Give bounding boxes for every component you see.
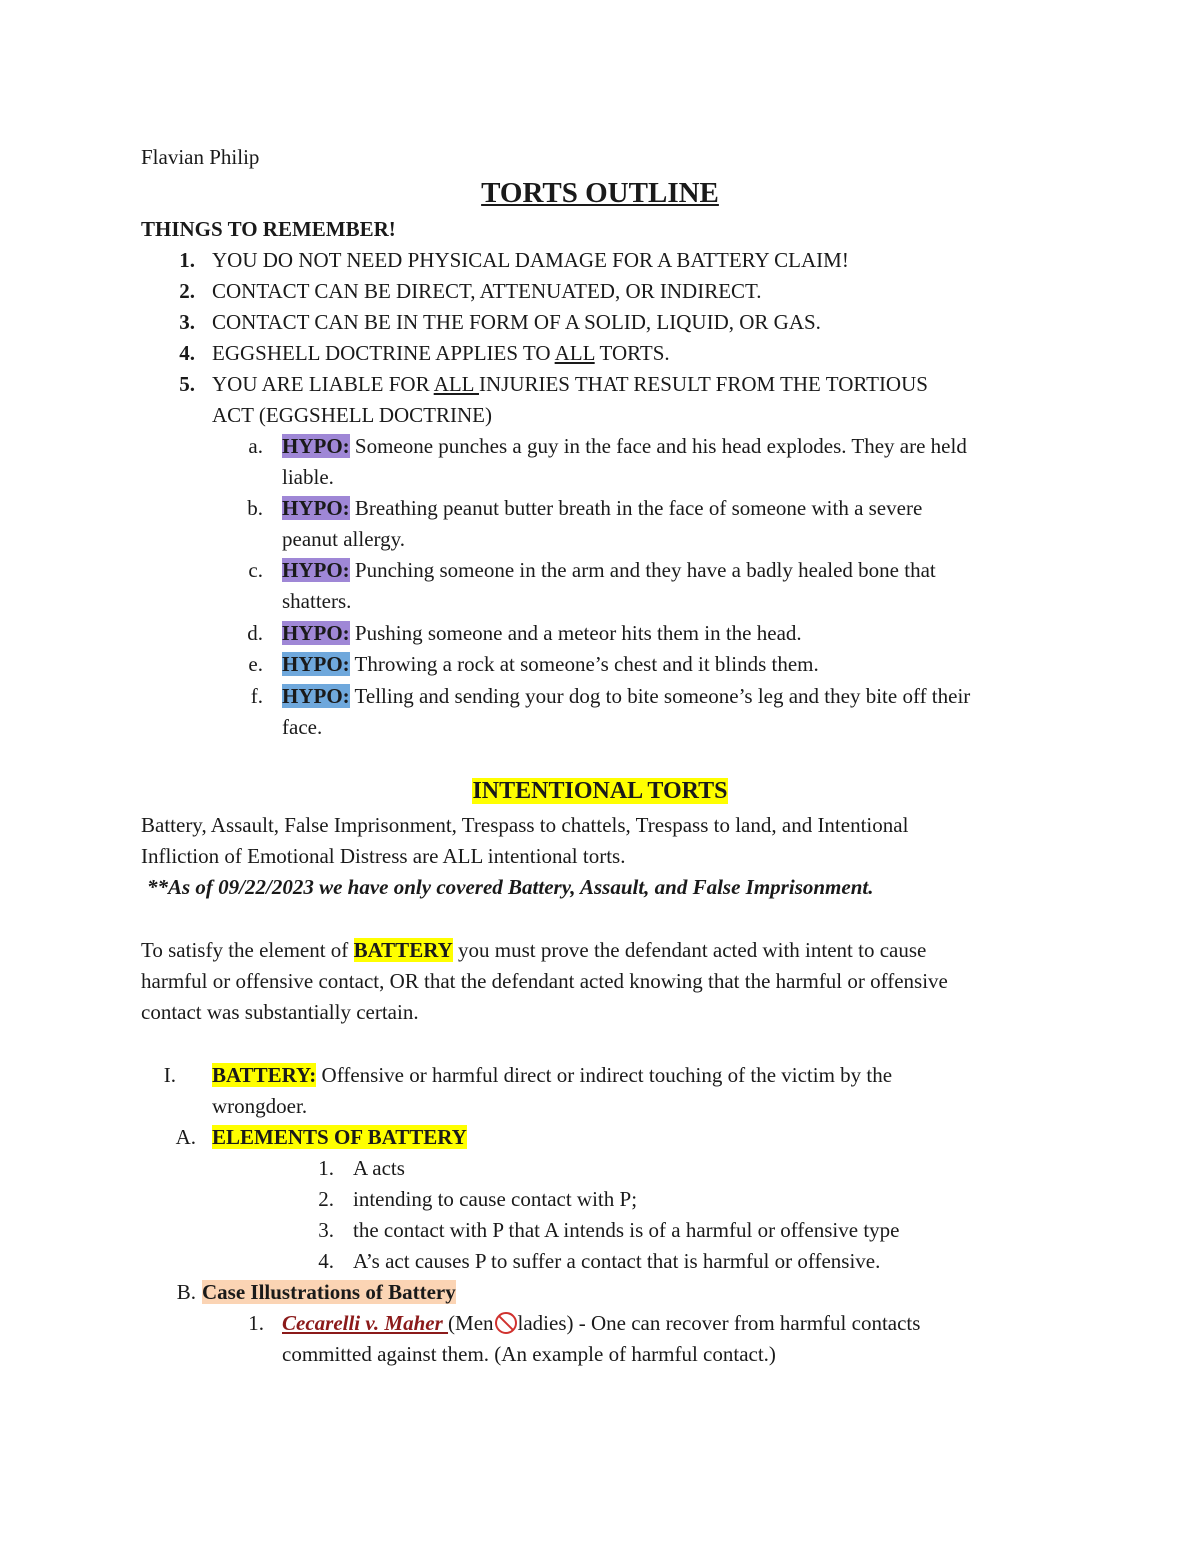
remember-item-5-continued: ACT (EGGSHELL DOCTRINE) (212, 403, 492, 427)
remember-item-4-emphasis: ALL (554, 341, 595, 365)
hypo-d-text: Pushing someone and a meteor hits them in the head. (349, 621, 802, 645)
hypo-e (282, 650, 819, 678)
satisfy-line-1 (141, 936, 926, 964)
battery-term: BATTERY (353, 938, 453, 962)
element-num-1: 1. (318, 1156, 334, 1180)
intentional-heading: INTENTIONAL TORTS (472, 778, 728, 804)
author-name: Flavian Philip (141, 145, 260, 169)
battery-definition-text: Offensive or harmful direct or indirect touching of the victim by the (316, 1063, 893, 1087)
hypo-a (282, 432, 967, 460)
case-1-continued: committed against them. (An example of harmful contact.) (282, 1342, 776, 1366)
no-entry-icon (495, 1312, 517, 1334)
remember-item-4-post: TORTS. (594, 341, 670, 365)
hypo-letter-f: f. (250, 684, 263, 708)
element-4: A’s act causes P to suffer a contact that is harmful or offensive. (353, 1249, 881, 1273)
hypo-letter-d: d. (247, 621, 263, 645)
satisfy-line-2: harmful or offensive contact, OR that the defendant acted knowing that the harmful or offensive (141, 969, 948, 993)
case-num-1: 1. (248, 1311, 264, 1335)
element-2: intending to cause contact with P; (353, 1187, 638, 1211)
hypo-letter-c: c. (248, 558, 263, 582)
page-title: TORTS OUTLINE (481, 177, 719, 209)
hypo-letter-e: e. (248, 652, 263, 676)
remember-item-5-post: INJURIES THAT RESULT FROM THE TORTIOUS (478, 372, 928, 396)
hypo-letter-b: b. (247, 496, 263, 520)
satisfy-post: you must prove the defendant acted with intent to cause (452, 938, 927, 962)
hypo-label: HYPO: (282, 434, 350, 458)
remember-item-4-pre: EGGSHELL DOCTRINE APPLIES TO (212, 341, 555, 365)
hypo-label: HYPO: (282, 684, 350, 708)
case-name: Cecarelli v. Maher (282, 1311, 449, 1335)
remember-num-1: 1. (179, 248, 195, 272)
hypo-letter-a: a. (248, 434, 263, 458)
element-3: the contact with P that A intends is of a harmful or offensive type (353, 1218, 900, 1242)
hypo-f-text: Telling and sending your dog to bite someone’s leg and they bite off their (349, 684, 971, 708)
remember-item-5 (212, 370, 928, 398)
remember-item-4 (212, 339, 670, 367)
subsection-B-letter: B. (176, 1280, 196, 1304)
remember-item-1: YOU DO NOT NEED PHYSICAL DAMAGE FOR A BATTERY CLAIM! (212, 248, 849, 272)
hypo-a-continued: liable. (282, 465, 334, 489)
intentional-para-line-2: Infliction of Emotional Distress are ALL intentional torts. (141, 844, 626, 868)
hypo-a-text: Someone punches a guy in the face and his head explodes. They are held (349, 434, 967, 458)
hypo-f (282, 682, 970, 710)
remember-item-2: CONTACT CAN BE DIRECT, ATTENUATED, OR INDIRECT. (212, 279, 762, 303)
satisfy-line-3: contact was substantially certain. (141, 1000, 419, 1024)
case-note-post: ladies) - One can recover from harmful contacts (517, 1311, 921, 1335)
element-num-4: 4. (318, 1249, 334, 1273)
element-1: A acts (353, 1156, 405, 1180)
remember-heading: THINGS TO REMEMBER! (141, 217, 396, 241)
hypo-label: HYPO: (282, 621, 350, 645)
element-num-3: 3. (318, 1218, 334, 1242)
hypo-c-text: Punching someone in the arm and they have a badly healed bone that (349, 558, 936, 582)
satisfy-pre: To satisfy the element of (141, 938, 354, 962)
hypo-label: HYPO: (282, 496, 350, 520)
remember-num-5: 5. (179, 372, 195, 396)
battery-definition (212, 1061, 892, 1089)
case-1 (282, 1309, 920, 1337)
hypo-e-text: Throwing a rock at someone’s chest and it blinds them. (349, 652, 819, 676)
coverage-note: **As of 09/22/2023 we have only covered Battery, Assault, and False Imprisonment. (147, 875, 874, 899)
battery-label: BATTERY: (212, 1063, 317, 1087)
case-note-pre: (Men (448, 1311, 494, 1335)
subsection-A-letter: A. (175, 1125, 196, 1149)
hypo-f-continued: face. (282, 715, 323, 739)
hypo-c-continued: shatters. (282, 589, 352, 613)
battery-definition-continued: wrongdoer. (212, 1094, 308, 1118)
hypo-c (282, 556, 936, 584)
hypo-label: HYPO: (282, 558, 350, 582)
cases-heading-wrap (202, 1278, 456, 1306)
section-numeral-I: I. (163, 1063, 176, 1087)
remember-item-3: CONTACT CAN BE IN THE FORM OF A SOLID, LIQUID, OR GAS. (212, 310, 821, 334)
remember-num-2: 2. (179, 279, 195, 303)
hypo-d (282, 619, 802, 647)
remember-item-5-pre: YOU ARE LIABLE FOR (212, 372, 434, 396)
hypo-b (282, 494, 922, 522)
remember-num-4: 4. (179, 341, 195, 365)
hypo-b-continued: peanut allergy. (282, 527, 406, 551)
hypo-label: HYPO: (282, 652, 350, 676)
element-num-2: 2. (318, 1187, 334, 1211)
intentional-heading-wrap (0, 776, 1200, 806)
remember-item-5-emphasis: ALL (433, 372, 479, 396)
intentional-para-line-1: Battery, Assault, False Imprisonment, Trespass to chattels, Trespass to land, and Intentional (141, 813, 909, 837)
remember-num-3: 3. (179, 310, 195, 334)
elements-heading-wrap (212, 1123, 467, 1151)
hypo-b-text: Breathing peanut butter breath in the face of someone with a severe (349, 496, 923, 520)
cases-heading: Case Illustrations of Battery (202, 1280, 456, 1304)
elements-heading: ELEMENTS OF BATTERY (212, 1125, 467, 1149)
